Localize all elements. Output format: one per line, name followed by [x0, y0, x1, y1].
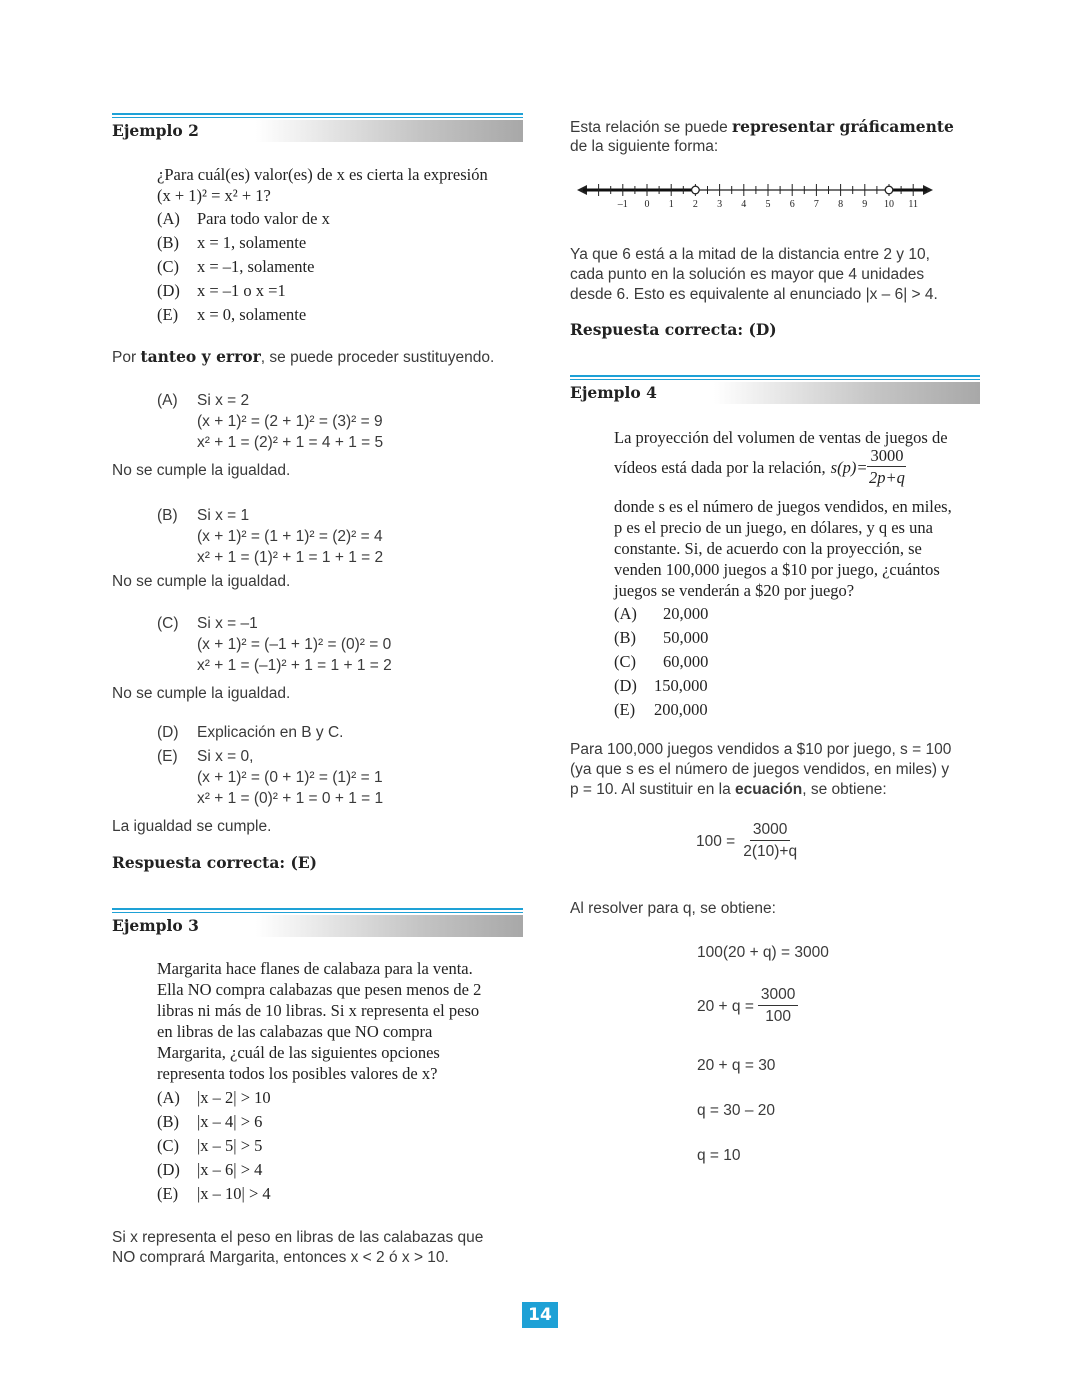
case-e-result: La igualdad se cumple. [112, 818, 272, 835]
option-c: (C) |x – 5| > 5 [157, 1136, 263, 1155]
option-a: (A) |x – 2| > 10 [157, 1088, 271, 1107]
graph-intro: Esta relación se puede representar gráficamente de la siguiente forma: [570, 117, 954, 155]
equation-1: 100 = $\frac{3000}{2(10)+q}$ [696, 821, 798, 860]
tick-label: 9 [862, 199, 868, 210]
example2-intro: Por tanteo y error, se puede proceder sustituyendo. [112, 347, 495, 366]
example4-question-line1: La proyección del volumen de ventas de juegos de [614, 428, 948, 447]
step-1: 100(20 + q) = 3000 [697, 944, 829, 961]
option-d: (D) |x – 6| > 4 [157, 1160, 263, 1179]
example4-options [614, 603, 708, 723]
example3-explanation2: Ya que 6 está a la mitad de la distancia entre 2 y 10, cada punto en la solución es mayor que 4 unidades desde 6. Esto es equivalente al enunciado |x – 6| > 4. [570, 246, 938, 303]
example3-answer: Respuesta correcta: (D) [570, 320, 777, 339]
tick-label: 0 [644, 199, 650, 210]
example4-title: Ejemplo 4 [570, 383, 657, 402]
example2-question-line2: (x + 1)² = x² + 1? [157, 186, 271, 205]
case-d: (D) Explicación en B y C. [157, 724, 344, 741]
option-e: (E) x = 0, solamente [157, 305, 307, 324]
case-a-result: No se cumple la igualdad. [112, 462, 291, 479]
option-b: (B) x = 1, solamente [157, 233, 307, 252]
tick-label: 7 [813, 199, 819, 210]
step-5: q = 10 [697, 1147, 741, 1164]
case-b-result: No se cumple la igualdad. [112, 573, 291, 590]
option-e: (E) 200,000 [614, 700, 708, 719]
option-d: (D) 150,000 [614, 676, 708, 695]
tick-label: 3 [717, 199, 723, 210]
tick-label: 5 [765, 199, 771, 210]
tick-label: –1 [617, 199, 628, 210]
step-3: 20 + q = 30 [697, 1057, 776, 1074]
option-c: (C) 60,000 [614, 652, 709, 671]
case-b: (B) Si x = 1 (x + 1)² = (1 + 1)² = (2)² = 4 x² + 1 = (1)² + 1 = 1 + 1 = 2 [157, 507, 384, 566]
tick-label: 2 [692, 199, 698, 210]
case-a: (A) Si x = 2 (x + 1)² = (2 + 1)² = (3)² = 9 x² + 1 = (2)² + 1 = 4 + 1 = 5 [157, 392, 384, 451]
example3-options [157, 1087, 271, 1207]
open-point [885, 186, 893, 194]
example3-title: Ejemplo 3 [112, 916, 199, 935]
option-e: (E) |x – 10| > 4 [157, 1184, 271, 1203]
example3-explanation: Si x representa el peso en libras de las calabazas que NO comprará Margarita, entonces x < 2 ó x > 10. [112, 1229, 484, 1266]
case-c-result: No se cumple la igualdad. [112, 685, 291, 702]
example2-answer: Respuesta correcta: (E) [112, 853, 317, 872]
example4-header-rule [570, 375, 980, 381]
example2-header-rule [112, 113, 523, 119]
tick-label: 10 [884, 199, 894, 210]
example4-solution: Para 100,000 juegos vendidos a $10 por juego, s = 100 (ya que s es el número de juegos vendidos, en miles) y p = 10. Al sustituir en la ecuación, se obtiene: [570, 741, 952, 798]
example2-title: Ejemplo 2 [112, 121, 199, 140]
option-a: (A) 20,000 [614, 604, 709, 623]
step-4: q = 30 – 20 [697, 1102, 775, 1119]
example2-options [157, 208, 330, 328]
resolve-text: Al resolver para q, se obtiene: [570, 900, 776, 917]
example3-header-rule [112, 908, 523, 914]
case-e: (E) Si x = 0, (x + 1)² = (0 + 1)² = (1)² = 1 x² + 1 = (0)² + 1 = 0 + 1 = 1 [157, 748, 384, 807]
step-2: 20 + q = $\frac{3000}{100}$ [697, 985, 798, 1028]
option-b: (B) |x – 4| > 6 [157, 1112, 263, 1131]
example4-question: donde s es el número de juegos vendidos, en miles, p es el precio de un juego, en dólares, y q es una constante. Si, de acuerdo con la proyección, se venden 100,000 juegos a $10 por juego, ¿cuántos juegos se venderán a $20 por juego? [614, 497, 952, 600]
case-c: (C) Si x = –1 (x + 1)² = (–1 + 1)² = (0)² = 0 x² + 1 = (–1)² + 1 = 1 + 1 = 2 [157, 615, 392, 674]
tick-label: 6 [789, 199, 795, 210]
example2-question-line1: ¿Para cuál(es) valor(es) de x es cierta la expresión [157, 165, 488, 184]
open-point [692, 186, 700, 194]
option-b: (B) 50,000 [614, 628, 709, 647]
option-a: (A) Para todo valor de x [157, 209, 330, 228]
example4-question-line2: vídeos está dada por la relación, s(p)= $\frac{3000}{2p+q}$ [614, 446, 905, 487]
number-line [575, 178, 940, 212]
formula-fraction: $\frac{3000}{2p+q}$ [869, 446, 905, 487]
number-line-marks [577, 184, 933, 210]
tick-label: 11 [908, 199, 919, 210]
tick-label: 8 [838, 199, 844, 210]
option-d: (D) x = –1 o x =1 [157, 281, 286, 300]
tick-label: 1 [668, 199, 674, 210]
page-number: 14 [522, 1302, 558, 1328]
tick-label: 4 [741, 199, 747, 210]
example3-question: Margarita hace flanes de calabaza para la venta. Ella NO compra calabazas que pesen menos de 2 libras ni más de 10 libras. Si x representa el peso en libras de las calabazas que NO compra Margarita, ¿cuál de las siguientes opciones representa todos los posibles valores de x? [157, 959, 482, 1083]
option-c: (C) x = –1, solamente [157, 257, 315, 276]
